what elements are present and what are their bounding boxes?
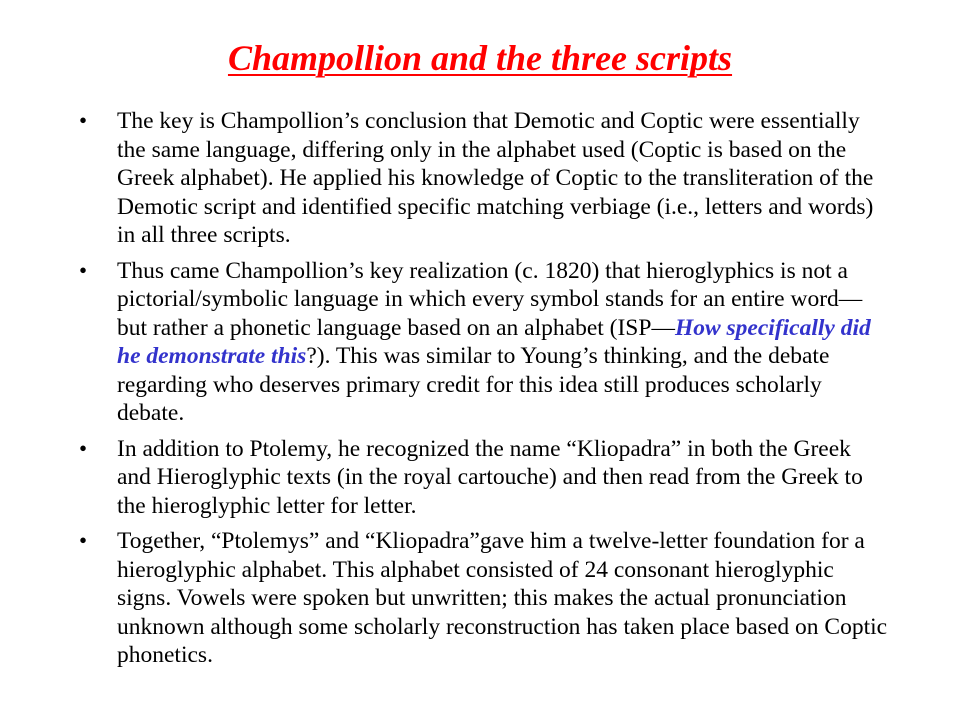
bullet-marker: • xyxy=(79,108,88,133)
bullet-marker: • xyxy=(79,528,88,553)
bullet-item xyxy=(79,257,889,428)
slide-title: Champollion and the three scripts xyxy=(227,38,733,78)
bullet-item xyxy=(79,107,889,250)
bullet-text: In addition to Ptolemy, he recognized the name “Kliopadra” in both the Greek and Hieroglyphic texts (in the royal cartouche) and then read from the Greek to the hieroglyphic letter for letter. xyxy=(117,435,863,519)
bullet-text-before: Thus came Champollion’s key realization (c. 1820) that hieroglyphics is not a pictorial/symbolic language in which every symbol stands for an entire word—but rather a phonetic language based on an alphabet (ISP— xyxy=(117,257,863,341)
bullet-item xyxy=(79,527,889,670)
bullet-text: The key is Champollion’s conclusion that Demotic and Coptic were essentially the same language, differing only in the alphabet used (Coptic is based on the Greek alphabet). He applied his knowledge of Coptic to the transliteration of the Demotic script and identified specific matching verbiage (i.e., letters and words) in all three scripts. xyxy=(117,108,874,248)
bullet-item xyxy=(79,435,889,521)
bullet-text-after: ?). This was similar to Young’s thinking, and the debate regarding who deserves primary credit for this idea still produces scholarly debate. xyxy=(117,343,830,426)
emphasized-question: How specifically did he demonstrate this xyxy=(117,314,871,369)
bullet-marker: • xyxy=(79,257,88,283)
bullet-list xyxy=(79,107,889,677)
bullet-text: Together, “Ptolemys” and “Kliopadra”gave him a twelve-letter foundation for a hieroglyphic alphabet. This alphabet consisted of 24 consonant hieroglyphic signs. Vowels were spoken but unwritten; this makes the actual pronunciation unknown although some scholarly reconstruction has taken place based on Coptic phonetics. xyxy=(117,528,888,668)
bullet-marker: • xyxy=(79,435,88,461)
